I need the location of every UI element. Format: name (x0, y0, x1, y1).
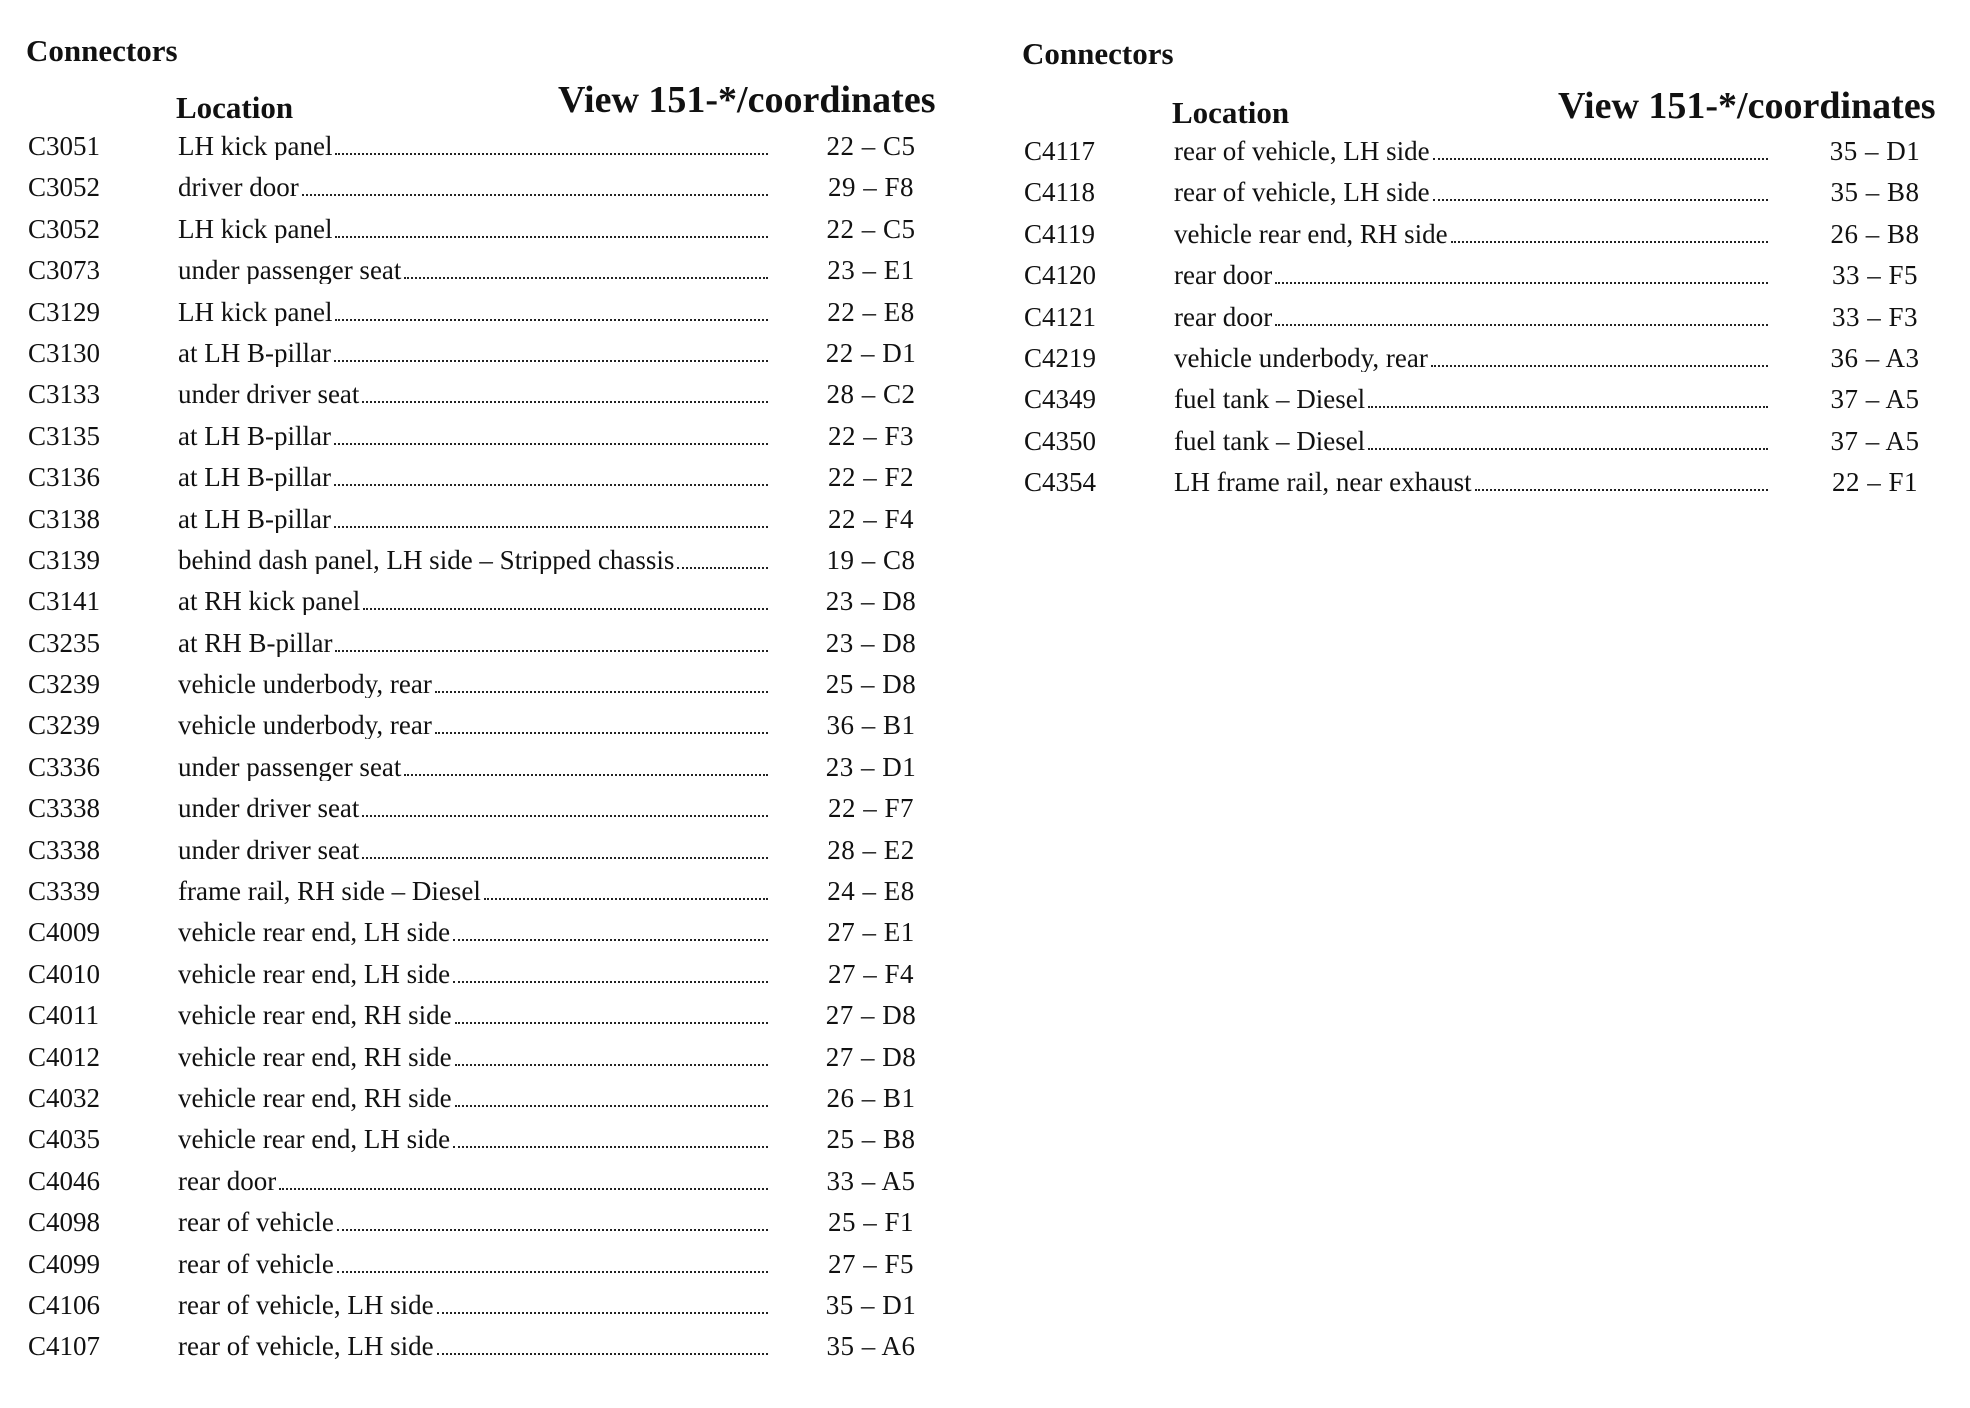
connector-code: C3136 (28, 462, 101, 493)
view-coordinate: 33 – A5 (826, 1165, 916, 1196)
connector-code: C3338 (28, 834, 101, 865)
connector-location-text: vehicle rear end, RH side (1174, 220, 1448, 248)
connector-location-text: LH kick panel (178, 215, 333, 243)
connector-row (0, 174, 960, 215)
connector-location (178, 878, 768, 905)
dot-leader (337, 1271, 768, 1273)
connector-row (0, 1082, 960, 1126)
connector-location-text: under passenger seat (178, 257, 402, 285)
connector-location (178, 754, 768, 781)
connector-location (178, 299, 768, 326)
connector-row (0, 337, 960, 381)
connector-row (0, 751, 960, 795)
connector-row (0, 544, 960, 588)
connector-code: C4098 (28, 1207, 101, 1238)
location-column-header: Location (1172, 95, 1290, 130)
connector-location (178, 423, 768, 450)
dot-leader (334, 526, 768, 528)
connector-row (0, 588, 960, 629)
connector-row (0, 1002, 960, 1043)
view-coordinate: 35 – A6 (826, 1331, 916, 1362)
connector-row (0, 1165, 960, 1209)
connector-location (1174, 469, 1768, 496)
connector-location (178, 1333, 768, 1360)
connector-location-text: vehicle rear end, LH side (178, 1126, 451, 1154)
connector-code: C4035 (28, 1124, 101, 1155)
connector-code: C4117 (1024, 136, 1096, 166)
connector-row (1008, 386, 1968, 427)
connector-code: C3239 (28, 669, 101, 700)
connector-location-text: vehicle rear end, RH side (178, 1002, 452, 1030)
connector-code: C3052 (28, 213, 101, 244)
connector-location-text: vehicle rear end, LH side (178, 960, 451, 988)
view-coordinate: 23 – E1 (827, 255, 915, 286)
dot-leader (337, 1229, 768, 1231)
connector-code: C3336 (28, 751, 101, 782)
connector-location (178, 1044, 768, 1071)
connector-location-text: rear of vehicle (178, 1209, 334, 1237)
connector-location (178, 712, 768, 739)
connector-row (1008, 179, 1968, 220)
connector-code: C3338 (28, 793, 101, 824)
view-coordinate: 27 – D8 (825, 1041, 917, 1072)
connector-location (178, 588, 768, 615)
connector-location (178, 464, 768, 491)
dot-leader (335, 319, 768, 321)
dot-leader (1368, 448, 1768, 450)
view-coordinate: 27 – E1 (827, 917, 915, 948)
view-coordinates-column-header: View 151-*/coordinates (558, 79, 936, 121)
connector-location-text: at LH B-pillar (178, 339, 331, 367)
dot-leader (455, 1022, 768, 1024)
connector-location-text: vehicle rear end, RH side (178, 1043, 452, 1071)
dot-leader (677, 567, 768, 569)
connector-row (0, 133, 960, 174)
dot-leader (362, 815, 768, 817)
dot-leader (437, 1353, 768, 1355)
connector-code: C3239 (28, 710, 101, 741)
connector-row (1008, 425, 1968, 469)
connector-code: C4350 (1024, 425, 1097, 456)
connector-row (0, 671, 960, 712)
connector-location-text: rear of vehicle, LH side (1174, 138, 1430, 165)
connector-row (0, 834, 960, 878)
connector-row (0, 464, 960, 505)
connector-code: C3073 (28, 255, 101, 286)
connector-row (0, 420, 960, 464)
connector-code: C3138 (28, 503, 101, 534)
dot-leader (334, 443, 768, 445)
dot-leader (335, 650, 768, 652)
connector-row (1008, 301, 1968, 345)
connector-location-text: rear of vehicle, LH side (178, 1333, 434, 1361)
dot-leader (363, 608, 768, 610)
connector-code: C4107 (28, 1331, 101, 1362)
connector-code: C3052 (28, 172, 101, 203)
connector-code: C4121 (1024, 301, 1097, 332)
dot-leader (404, 774, 768, 776)
connector-code: C3133 (28, 379, 101, 410)
connector-location (1174, 138, 1768, 165)
connector-row (1008, 138, 1968, 179)
dot-leader (1433, 199, 1768, 201)
connector-row (0, 627, 960, 671)
connector-code: C4118 (1024, 177, 1096, 208)
view-coordinate: 22 – E8 (827, 296, 915, 327)
connector-location-text: under driver seat (178, 381, 360, 409)
dot-leader (1275, 324, 1768, 326)
connector-location (178, 257, 768, 284)
connector-location-text: rear of vehicle (178, 1250, 334, 1278)
connector-row (1008, 262, 1968, 303)
connector-code: C3141 (28, 586, 101, 617)
connector-location-text: rear of vehicle, LH side (1174, 179, 1430, 207)
view-coordinate: 26 – B1 (826, 1082, 916, 1113)
view-coordinate: 25 – F1 (827, 1207, 915, 1238)
connector-row (0, 1289, 960, 1333)
connector-code: C3235 (28, 627, 101, 658)
connector-location (178, 961, 768, 988)
connector-location-text: LH kick panel (178, 133, 333, 160)
dot-leader (455, 1064, 768, 1066)
view-coordinate: 23 – D8 (825, 586, 917, 617)
connector-row (0, 712, 960, 753)
connector-row (1008, 218, 1968, 262)
dot-leader (279, 1188, 768, 1190)
connector-location (178, 216, 768, 243)
dot-leader (453, 981, 768, 983)
view-coordinate: 22 – F1 (1831, 467, 1919, 498)
connector-row (0, 958, 960, 1002)
view-coordinates-column-header: View 151-*/coordinates (1558, 85, 1936, 127)
connector-location (1174, 304, 1768, 331)
dot-leader (404, 277, 768, 279)
connector-location-text: vehicle rear end, LH side (178, 919, 451, 947)
connector-code: C3051 (28, 131, 101, 161)
connector-code: C3139 (28, 544, 101, 575)
view-coordinate: 36 – B1 (826, 710, 916, 741)
view-coordinate: 22 – C5 (826, 213, 916, 244)
connector-location (178, 671, 768, 698)
connector-code: C4010 (28, 958, 101, 989)
connector-location (1174, 386, 1768, 413)
connector-row (0, 878, 960, 919)
dot-leader (302, 194, 768, 196)
connector-location (178, 174, 768, 201)
connector-code: C4219 (1024, 342, 1097, 373)
dot-leader (455, 1105, 768, 1107)
connector-location (178, 1251, 768, 1278)
connector-location (178, 919, 768, 946)
connector-location (178, 1126, 768, 1153)
connector-location (178, 1168, 768, 1195)
connector-location-text: rear door (178, 1167, 277, 1195)
connector-row (1008, 342, 1968, 386)
connector-location-text: rear door (1174, 262, 1273, 290)
connector-location-text: LH kick panel (178, 298, 333, 326)
connector-location (178, 1292, 768, 1319)
connector-location (178, 133, 768, 160)
view-coordinate: 22 – D1 (825, 337, 917, 368)
connector-location-text: at RH B-pillar (178, 629, 333, 657)
connector-location-text: vehicle underbody, rear (178, 671, 432, 699)
connector-location-text: under driver seat (178, 795, 360, 823)
connector-code: C3129 (28, 296, 101, 327)
connector-row (0, 795, 960, 836)
connector-row (0, 296, 960, 340)
connector-location (178, 1002, 768, 1029)
connector-row (1008, 469, 1968, 510)
view-coordinate: 27 – D8 (825, 1000, 917, 1031)
dot-leader (437, 1312, 768, 1314)
view-coordinate: 35 – D1 (1829, 136, 1921, 166)
dot-leader (362, 857, 768, 859)
view-coordinate: 37 – A5 (1830, 425, 1920, 456)
connector-location (178, 837, 768, 864)
view-coordinate: 24 – E8 (827, 876, 915, 907)
connector-location-text: at RH kick panel (178, 588, 361, 616)
view-coordinate: 22 – F4 (827, 503, 915, 534)
view-coordinate: 36 – A3 (1830, 342, 1920, 373)
view-coordinate: 29 – F8 (827, 172, 915, 203)
connector-row (0, 1041, 960, 1085)
view-coordinate: 35 – D1 (825, 1289, 917, 1320)
view-coordinate: 23 – D8 (825, 627, 917, 658)
view-coordinate: 28 – E2 (827, 834, 915, 865)
connector-location (1174, 345, 1768, 372)
connector-location-text: under passenger seat (178, 753, 402, 781)
connector-code: C4046 (28, 1165, 101, 1196)
connector-location-text: under driver seat (178, 836, 360, 864)
connector-location-text: vehicle rear end, RH side (178, 1084, 452, 1112)
connector-location (1174, 262, 1768, 289)
connector-code: C3130 (28, 337, 101, 368)
connector-row (0, 919, 960, 960)
connector-list (1008, 138, 1968, 511)
connector-code: C4119 (1024, 218, 1096, 249)
connector-location-text: rear of vehicle, LH side (178, 1291, 434, 1319)
connector-code: C3135 (28, 420, 101, 451)
connector-location-text: fuel tank – Diesel (1174, 427, 1366, 455)
dot-leader (1475, 489, 1768, 491)
connector-location-text: fuel tank – Diesel (1174, 386, 1366, 414)
connector-location-text: frame rail, RH side – Diesel (178, 878, 481, 906)
connector-location (178, 340, 768, 367)
view-coordinate: 27 – F5 (827, 1248, 915, 1279)
connector-location (178, 1209, 768, 1236)
connector-location (178, 1085, 768, 1112)
connector-code: C4099 (28, 1248, 101, 1279)
dot-leader (1431, 365, 1768, 367)
connector-row (0, 1248, 960, 1292)
connector-row (0, 381, 960, 422)
connector-code: C4354 (1024, 467, 1097, 498)
view-coordinate: 27 – F4 (827, 958, 915, 989)
connector-location (178, 506, 768, 533)
dot-leader (362, 401, 768, 403)
dot-leader (1368, 406, 1768, 408)
dot-leader (334, 484, 768, 486)
connector-code: C4011 (28, 1000, 100, 1031)
connector-row (0, 257, 960, 298)
view-coordinate: 26 – B8 (1830, 218, 1920, 249)
view-coordinate: 22 – F2 (827, 462, 915, 493)
connector-row (0, 1209, 960, 1250)
section-title: Connectors (26, 33, 178, 68)
view-coordinate: 22 – C5 (826, 131, 916, 161)
view-coordinate: 28 – C2 (826, 379, 916, 410)
connector-location-text: LH frame rail, near exhaust (1174, 469, 1472, 497)
view-coordinate: 33 – F5 (1831, 260, 1919, 291)
view-coordinate: 22 – F7 (827, 793, 915, 824)
dot-leader (435, 691, 768, 693)
view-coordinate: 25 – D8 (825, 669, 917, 700)
dot-leader (1451, 241, 1768, 243)
dot-leader (1433, 158, 1768, 160)
connector-location-text: rear door (1174, 303, 1273, 331)
dot-leader (335, 236, 768, 238)
connector-row (0, 503, 960, 547)
connector-location (178, 547, 768, 574)
section-title: Connectors (1022, 36, 1174, 71)
connector-code: C4012 (28, 1041, 101, 1072)
view-coordinate: 25 – B8 (826, 1124, 916, 1155)
connector-location-text: driver door (178, 174, 299, 202)
connector-code: C4349 (1024, 384, 1097, 415)
location-column-header: Location (176, 90, 294, 125)
dot-leader (484, 898, 768, 900)
dot-leader (335, 153, 768, 155)
view-coordinate: 22 – F3 (827, 420, 915, 451)
connector-code: C4032 (28, 1082, 101, 1113)
connector-code: C4106 (28, 1289, 101, 1320)
connector-location-text: vehicle underbody, rear (178, 712, 432, 740)
connector-code: C3339 (28, 876, 101, 907)
connector-location-text: at LH B-pillar (178, 464, 331, 492)
connector-location (178, 630, 768, 657)
connector-row (0, 1333, 960, 1374)
dot-leader (453, 939, 768, 941)
connector-location-text: behind dash panel, LH side – Stripped chassis (178, 546, 675, 574)
connector-list (0, 133, 960, 1375)
connector-location-text: at LH B-pillar (178, 505, 331, 533)
connector-location-text: at LH B-pillar (178, 422, 331, 450)
connector-row (0, 1126, 960, 1167)
connector-row (0, 213, 960, 257)
connector-location (1174, 428, 1768, 455)
dot-leader (435, 732, 768, 734)
connector-location (1174, 179, 1768, 206)
connector-location-text: vehicle underbody, rear (1174, 344, 1428, 372)
view-coordinate: 23 – D1 (825, 751, 917, 782)
connector-location (178, 795, 768, 822)
view-coordinate: 19 – C8 (826, 544, 916, 575)
view-coordinate: 35 – B8 (1830, 177, 1920, 208)
connector-location (1174, 221, 1768, 248)
dot-leader (453, 1146, 768, 1148)
view-coordinate: 33 – F3 (1831, 301, 1919, 332)
dot-leader (334, 360, 768, 362)
view-coordinate: 37 – A5 (1830, 384, 1920, 415)
connector-code: C4009 (28, 917, 101, 948)
connector-location (178, 381, 768, 408)
connector-code: C4120 (1024, 260, 1097, 291)
dot-leader (1275, 282, 1768, 284)
